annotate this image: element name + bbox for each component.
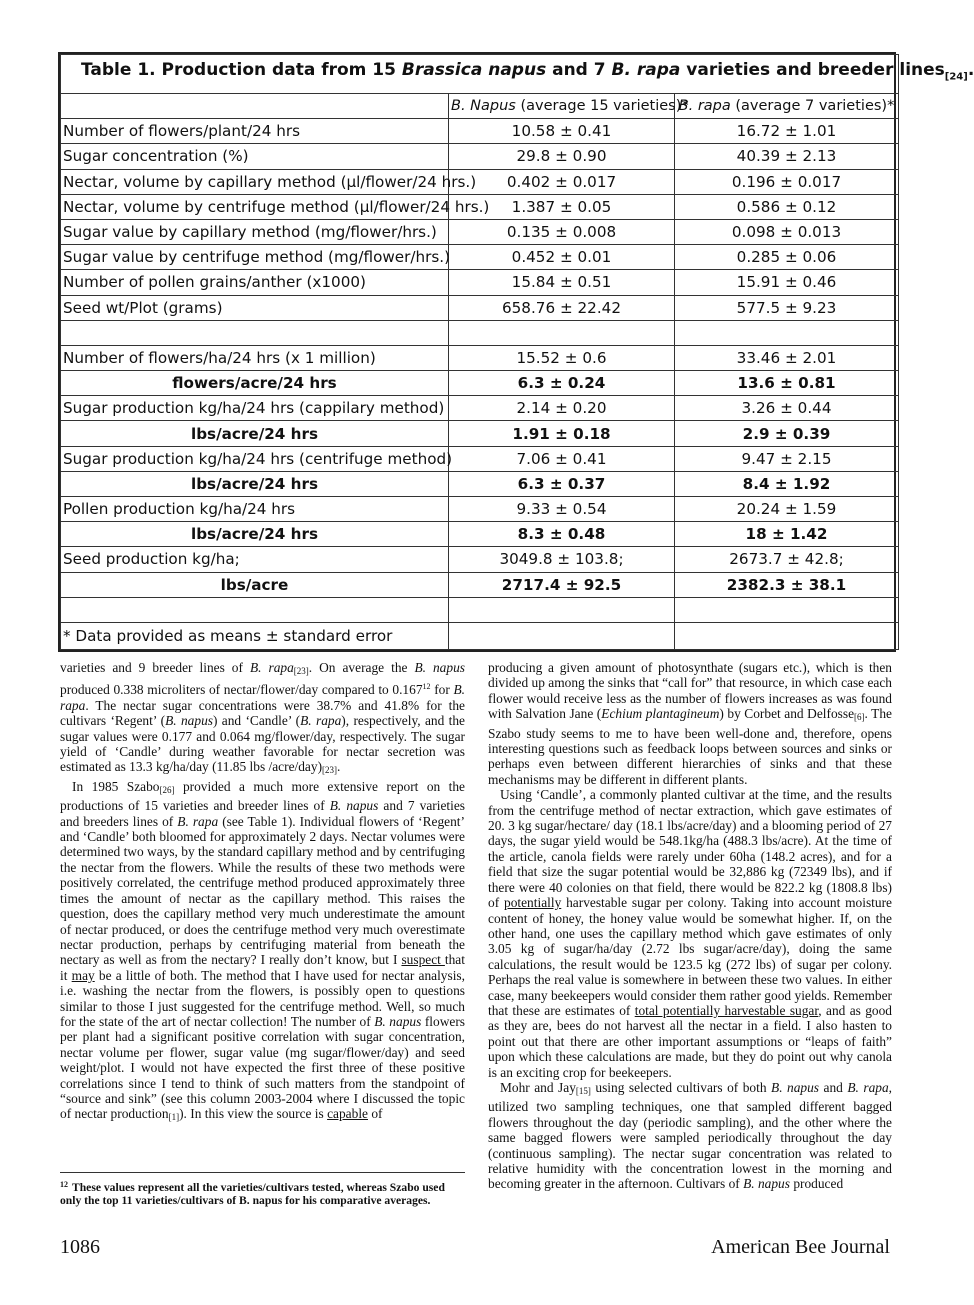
table-row	[61, 547, 899, 572]
row-label	[61, 597, 449, 622]
rapa-value: 33.46 ± 2.01	[675, 345, 899, 370]
row-label: lbs/acre/24 hrs	[61, 471, 449, 496]
table-row	[61, 245, 899, 270]
header-napus: B. Napus (average 15 varieties)*	[449, 94, 675, 119]
row-label: Seed wt/Plot (grams)	[61, 295, 449, 320]
napus-value: 10.58 ± 0.41	[449, 119, 675, 144]
rapa-value: 0.196 ± 0.017	[675, 169, 899, 194]
row-label: Number of flowers/ha/24 hrs (x 1 million)	[61, 345, 449, 370]
rapa-value: 9.47 ± 2.15	[675, 446, 899, 471]
napus-value: 1.387 ± 0.05	[449, 194, 675, 219]
page-number: 1086	[60, 1236, 100, 1258]
row-label: Sugar concentration (%)	[61, 144, 449, 169]
napus-value: 15.84 ± 0.51	[449, 270, 675, 295]
napus-value: 0.402 ± 0.017	[449, 169, 675, 194]
napus-value: 0.135 ± 0.008	[449, 219, 675, 244]
napus-value: 9.33 ± 0.54	[449, 497, 675, 522]
table-row	[61, 522, 899, 547]
table-row	[61, 572, 899, 597]
table-row	[61, 396, 899, 421]
rapa-value: 2.9 ± 0.39	[675, 421, 899, 446]
table-row	[61, 597, 899, 622]
row-label	[61, 320, 449, 345]
table-row	[61, 421, 899, 446]
row-label: lbs/acre	[61, 572, 449, 597]
napus-value	[449, 597, 675, 622]
row-label: Nectar, volume by centrifuge method (µl/flower/24 hrs.)	[61, 194, 449, 219]
row-label: lbs/acre/24 hrs	[61, 421, 449, 446]
napus-value: 15.52 ± 0.6	[449, 345, 675, 370]
table-row	[61, 497, 899, 522]
napus-value: 2.14 ± 0.20	[449, 396, 675, 421]
table-row	[61, 144, 899, 169]
table-row	[61, 446, 899, 471]
rapa-value: 2673.7 ± 42.8;	[675, 547, 899, 572]
footnote-divider	[60, 1172, 465, 1173]
table-title: Table 1. Production data from 15 Brassica napus and 7 B. rapa varieties and breeder lines$_{[24]}$.	[61, 55, 899, 94]
rapa-value: 0.285 ± 0.06	[675, 245, 899, 270]
rapa-value	[675, 597, 899, 622]
napus-value	[449, 320, 675, 345]
napus-value: 3049.8 ± 103.8;	[449, 547, 675, 572]
header-blank	[61, 94, 449, 119]
rapa-value: 20.24 ± 1.59	[675, 497, 899, 522]
napus-value: 6.3 ± 0.24	[449, 371, 675, 396]
table-row	[61, 295, 899, 320]
table-row	[61, 345, 899, 370]
rapa-value: 0.586 ± 0.12	[675, 194, 899, 219]
napus-value: 1.91 ± 0.18	[449, 421, 675, 446]
journal-name: American Bee Journal	[711, 1236, 890, 1258]
row-label: Seed production kg/ha;	[61, 547, 449, 572]
row-label: Nectar, volume by capillary method (µl/flower/24 hrs.)	[61, 169, 449, 194]
row-label: Sugar production kg/ha/24 hrs (cappilary method)	[61, 396, 449, 421]
rapa-value: 15.91 ± 0.46	[675, 270, 899, 295]
row-label: Sugar value by capillary method (mg/flower/hrs.)	[61, 219, 449, 244]
table-row	[61, 471, 899, 496]
rapa-value: 577.5 ± 9.23	[675, 295, 899, 320]
row-label: Sugar production kg/ha/24 hrs (centrifuge method)	[61, 446, 449, 471]
rapa-value: 16.72 ± 1.01	[675, 119, 899, 144]
row-label: Number of pollen grains/anther (x1000)	[61, 270, 449, 295]
row-label: Pollen production kg/ha/24 hrs	[61, 497, 449, 522]
rapa-value: 3.26 ± 0.44	[675, 396, 899, 421]
table-row	[61, 219, 899, 244]
left-column-text: varieties and 9 breeder lines of B. rapa$_{[23]}$. On average the B. napus produced 0.338 microliters of nectar/flower/day compared to 0.167$^{12}$ for B. rapa. The nectar sugar concentrations were 38.7% and 41.8% for the cultivars ‘Regent’ (B. napus) and ‘Candle’ (B. rapa), respectively, and the sugar values were 0.177 and 0.064 mg/flower/day, respectively. The sugar yield of ‘Candle’ during weather favorable for nectar secretion was estimated as 13.3 kg/ha/day (11.85 lbs $/acre/day)_{[23]}$. In 1985 Szabo$_{[26]}$ provided a much more extensive report on the productions of 15 varieties and breeder lines of B. napus and 7 varieties and breeders lines of B. rapa (see Table 1). Individual flowers of ‘Regent’ and ‘Candle’ both bloomed for approximately 2 days. Nectar volumes were determined two ways, by the standard capillary method and by centrifuging the nectar from the flowers. While the results of these two methods were positively correlated, the centrifuge method produced approximately three times the amount of nectar as the capillary method. This raises the question, does the capillary method very much underestimate the amount of nectar produced, or does the centrifuge method very much overestimate nectar production, perhaps by centrifuging material from beneath the nectary as well as from the nectary? I really don’t know, but I suspect that it may be a little of both. The method that I have used for nectar analysis, i.e. washing the nectar from the flowers, is possibly open to questions similar to those I just suggested for the centrifuge method. Well, so much for the state of the art of nectar collection! The number of B. napus flowers per plant had a significant positive correlation with sugar concentration, nectar volume per flower, sugar value (mg sugar/flower/day) and seed weight/plot. I would not have expected the first three of these positive correlations since I tend to think of such matters from the standpoint of “source and sink” (see this column 2003-2004 where I discussed the topic of nectar production$_{[1]}$). In this view the source is capable of	[60, 660, 466, 1123]
table-body	[61, 119, 899, 623]
napus-value: 7.06 ± 0.41	[449, 446, 675, 471]
table-row	[61, 169, 899, 194]
row-label: flowers/acre/24 hrs	[61, 371, 449, 396]
row-label: Number of flowers/plant/24 hrs	[61, 119, 449, 144]
napus-value: 8.3 ± 0.48	[449, 522, 675, 547]
table-row	[61, 371, 899, 396]
table-row	[61, 119, 899, 144]
production-table	[58, 52, 974, 652]
napus-value: 0.452 ± 0.01	[449, 245, 675, 270]
rapa-value: 2382.3 ± 38.1	[675, 572, 899, 597]
rapa-value	[675, 320, 899, 345]
napus-value: 658.76 ± 22.42	[449, 295, 675, 320]
header-rapa: B. rapa (average 7 varieties)*	[675, 94, 899, 119]
rapa-value: 18 ± 1.42	[675, 522, 899, 547]
table-note: * Data provided as means ± standard error	[61, 622, 449, 649]
table-row	[61, 194, 899, 219]
table-row	[61, 320, 899, 345]
rapa-value: 13.6 ± 0.81	[675, 371, 899, 396]
napus-value: 29.8 ± 0.90	[449, 144, 675, 169]
napus-value: 2717.4 ± 92.5	[449, 572, 675, 597]
rapa-value: 40.39 ± 2.13	[675, 144, 899, 169]
row-label: lbs/acre/24 hrs	[61, 522, 449, 547]
rapa-value: 0.098 ± 0.013	[675, 219, 899, 244]
row-label: Sugar value by centrifuge method (mg/flower/hrs.)	[61, 245, 449, 270]
napus-value: 6.3 ± 0.37	[449, 471, 675, 496]
footnote: $^{12}$ These values represent all the varieties/cultivars tested, whereas Szabo used only the top 11 varieties/cultivars of B. napus for his comparative averages.	[60, 1180, 445, 1207]
rapa-value: 8.4 ± 1.92	[675, 471, 899, 496]
right-column-text: producing a given amount of photosynthate (sugars etc.), which is then divided up among the sinks that “call for” that resource, in which case each flower would receive less as the number of flowers increases as was found with Salvation Jane (Echium plantagineum) by Corbet and Delfosse$_{[6]}$. The Szabo study seems to me to have been well-done and, therefore, opens interesting questions such as feedback loops between sources and sinks or perhaps even between different hierarchies of sinks and that these mechanisms may be different in different plants. Using ‘Candle’, a commonly planted cultivar at the time, and the results from the centrifuge method of nectar extraction, which gave estimates of 20. 3 kg sugar/hectare/ day (18.1 lbs/acre/day) and a blooming period of 27 days, the sugar yield would be 548.1kg/ha (488.3 lbs/acre). At the time of the article, canola fields were rarely under 60ha (148.2 acres), and for a field that size the sugar potential would be 32,886 kg (72349 lbs), and if there were 40 colonies on that field, there would be 822.2 kg (1808.8 lbs) of potentially harvestable sugar per colony. Taking into account moisture content of honey, the honey value would be somewhat higher. If, on the other hand, one uses the capillary method which gave estimates of only 3.05 kg of sugar/ha/day (2.72 lbs sugar/acre/day), doing the same calculations, the result would be 123.5 kg (272 lbs) of sugar per colony. Perhaps the real value is somewhere in between these two values. In either case, many beekeepers would consider them rather good yields. Remember that these are estimates of total potentially harvestable sugar, and as good as they are, bees do not harvest all the nectar in a field. I also hasten to point out that there are other important assumptions or “leaps of faith” upon which these calculations are made, but they do point out why canola is an exciting crop for beekeepers. Mohr and Jay$_{[15]}$ using selected cultivars of both B. napus and B. rapa, utilized two sampling techniques, one that sampled different bagged flowers throughout the day (periodic sampling), and the other where the same bagged flowers were sampled periodically throughout the day (continuous sampling). The nectar sugar concentration was related to relative humidity with the concentration lowest in the morning and becoming greater in the afternoon. Cultivars of B. napus produced	[488, 660, 893, 1192]
production-data-table	[60, 54, 974, 650]
table-row	[61, 270, 899, 295]
